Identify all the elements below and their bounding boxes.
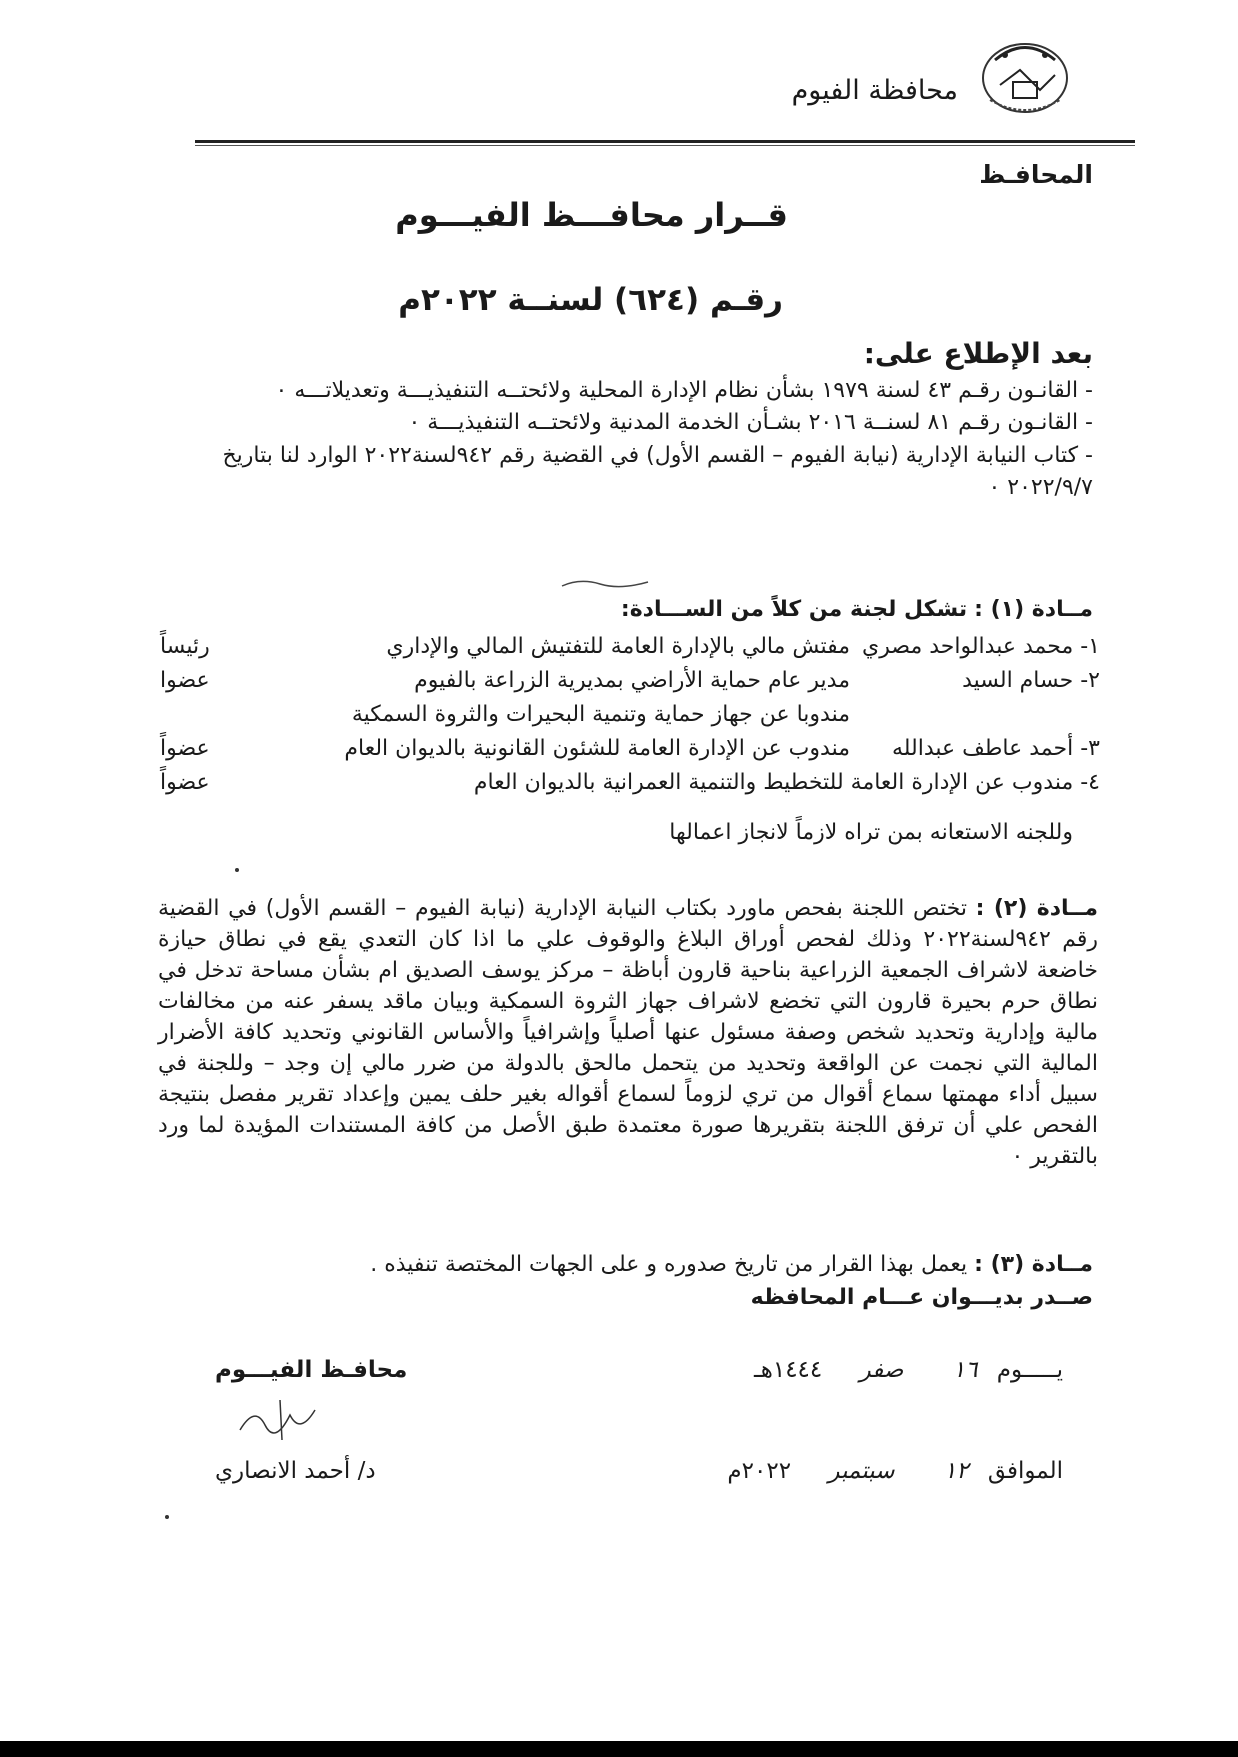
committee-members bbox=[160, 634, 1100, 804]
scan-bottom-edge bbox=[0, 1741, 1238, 1757]
document-title: قــرار محافـــظ الفيـــوم bbox=[395, 196, 788, 234]
header-governorate: محافظة الفيوم bbox=[791, 75, 958, 106]
article-2-text: تختص اللجنة بفحص ماورد بكتاب النيابة الإدارية (نيابة الفيوم – القسم الأول) في القضية رقم ٩٤٢لسنة٢٠٢٢ وذلك لفحص أوراق البلاغ والوقوف علي ما اذا كان التعدي يقع في نطاق حيازة خاضعة لاشراف الجمعية الزراعية بناحية قارون أباظة – مركز يوسف الصديق ام بشأن مساحة تدخل في نطاق حرم بحيرة قارون التي تخضع لاشراف جهاز الثروة السمكية وبيان ماقد يسفر عنه من مخالفات مالية وإدارية وتحديد شخص وصفة مسئول عنها أصلياً وإشرافياً والأساس القانوني وتحديد كافة الأضرار المالية التي نجمت عن الواقعة وتحديد من يتحمل مالحق بالدولة من ضرر مالي إن وجد – وللجنة في سبيل أداء مهمتها سماع أقوال من تري لزوماً لسماع أقواله بغير حلف يمين وإعداد تقرير مفصل بنتيجة الفحص علي أن ترفق اللجنة بتقريرها صورة معتمدة طبق الأصل من كافة المستندات المؤيدة لما ورد بالتقرير ٠ bbox=[158, 896, 1098, 1169]
member-title: مفتش مالي بالإدارة العامة للتفتيش المالي والإداري bbox=[386, 634, 850, 659]
section-separator-mark bbox=[560, 576, 650, 590]
preamble-item: - القانـون رقـم ٨١ لسنــة ٢٠١٦ بشـأن الخدمة المدنية ولائحتــه التنفيذيـــة ٠ bbox=[408, 410, 1093, 435]
governorate-seal-logo bbox=[965, 30, 1085, 125]
date-gregorian-prefix: الموافق bbox=[987, 1458, 1063, 1484]
date-hijri-prefix: يـــــوم bbox=[996, 1357, 1063, 1383]
member-row bbox=[160, 736, 1100, 768]
preamble-item: ٢٠٢٢/٩/٧ ٠ bbox=[988, 475, 1093, 500]
member-title: مندوبا عن جهاز حماية وتنمية البحيرات والثروة السمكية bbox=[351, 702, 850, 727]
article-2 bbox=[158, 893, 1098, 1172]
article-3 bbox=[370, 1252, 1093, 1277]
member-name: ٣- أحمد عاطف عبدالله bbox=[891, 736, 1100, 761]
date-hijri-day: ١٦ bbox=[952, 1357, 978, 1383]
article-1-label: مــادة (١) : bbox=[974, 597, 1093, 622]
preamble-item: - القانـون رقـم ٤٣ لسنة ١٩٧٩ بشأن نظام الإدارة المحلية ولائحتــه التنفيذيـــة وتعديلاتـــه ٠ bbox=[275, 378, 1093, 403]
article-1-note: وللجنه الاستعانه بمن تراه لازماً لانجاز اعمالها bbox=[669, 820, 1073, 845]
member-title: مدير عام حماية الأراضي بمديرية الزراعة بالفيوم bbox=[414, 668, 850, 693]
header-divider-thin bbox=[195, 145, 1135, 146]
member-title: مندوب عن الإدارة العامة للشئون القانونية بالديوان العام bbox=[344, 736, 850, 761]
member-name: ٤- مندوب عن الإدارة العامة للتخطيط والتنمية العمرانية بالديوان العام bbox=[473, 770, 1100, 795]
date-gregorian-day: ١٢ bbox=[943, 1458, 969, 1484]
stray-dot bbox=[165, 1515, 169, 1519]
decision-number: رقـم (٦٢٤) لسنــة ٢٠٢٢م bbox=[398, 282, 783, 318]
date-hijri bbox=[754, 1357, 1063, 1383]
handwritten-signature bbox=[230, 1395, 340, 1445]
member-row bbox=[160, 634, 1100, 666]
article-2-label: مــادة (٢) : bbox=[975, 896, 1098, 921]
article-1-intro: تشكل لجنة من كلاً من الســـادة: bbox=[620, 597, 968, 622]
issued-statement: صــدر بديـــوان عـــام المحافظه bbox=[750, 1285, 1093, 1310]
stray-dot bbox=[235, 868, 239, 872]
date-gregorian-year: ٢٠٢٢م bbox=[727, 1458, 792, 1484]
article-3-text: يعمل بهذا القرار من تاريخ صدوره و على الجهات المختصة تنفيذه . bbox=[370, 1252, 968, 1277]
date-hijri-year: ١٤٤٤هـ bbox=[753, 1357, 823, 1383]
preamble-item: - كتاب النيابة الإدارية (نيابة الفيوم – القسم الأول) في القضية رقم ٩٤٢لسنة٢٠٢٢ الوارد لنا بتاريخ bbox=[222, 443, 1093, 468]
article-1 bbox=[621, 597, 1093, 622]
member-name: ٢- حسام السيد bbox=[962, 668, 1100, 693]
member-role: عضواً bbox=[160, 736, 210, 761]
member-role: عضواً bbox=[160, 770, 210, 795]
member-row bbox=[160, 668, 1100, 700]
date-hijri-month: صفر bbox=[859, 1357, 904, 1383]
header-divider bbox=[195, 140, 1135, 143]
signatory-title: محافـظ الفيـــوم bbox=[215, 1357, 408, 1383]
date-gregorian-month: سبتمبر bbox=[828, 1458, 895, 1484]
preamble-heading: بعد الإطلاع على: bbox=[863, 337, 1093, 370]
member-row bbox=[160, 770, 1100, 802]
date-gregorian bbox=[727, 1458, 1063, 1484]
member-name: ١- محمد عبدالواحد مصري bbox=[862, 634, 1100, 659]
signatory-name: د/ أحمد الانصاري bbox=[215, 1458, 376, 1484]
member-role: عضوا bbox=[160, 668, 210, 693]
article-3-label: مــادة (٣) : bbox=[974, 1252, 1093, 1277]
member-role: رئيساً bbox=[160, 634, 210, 659]
member-row bbox=[160, 702, 1100, 734]
header-office: المحافـظ bbox=[979, 160, 1093, 189]
